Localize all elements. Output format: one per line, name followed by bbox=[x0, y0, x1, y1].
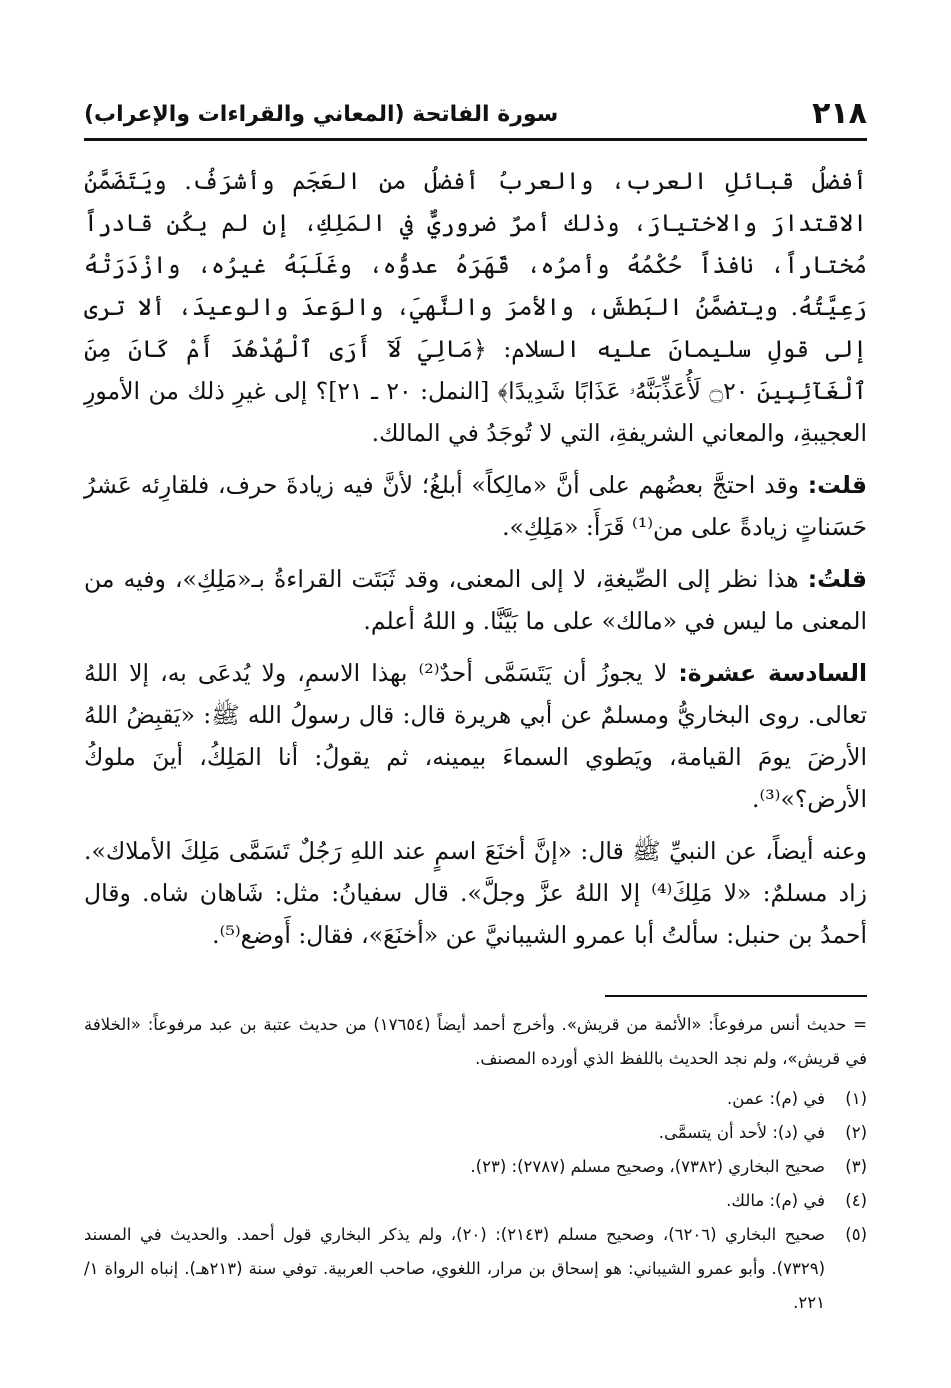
footnote-number: (٢) bbox=[845, 1123, 867, 1142]
paragraph-2-lead: قلت: bbox=[807, 471, 867, 499]
footnote-2 bbox=[84, 1116, 867, 1150]
footnote-text: صحيح البخاري (٧٣٨٢)، وصحيح مسلم (٢٧٨٧): (٢٣). bbox=[470, 1157, 825, 1176]
footnote-4 bbox=[84, 1184, 867, 1218]
footnote-number: (٥) bbox=[845, 1225, 867, 1244]
footnote-number: (١) bbox=[845, 1089, 867, 1108]
footnote-text: في (م): عمن. bbox=[727, 1089, 825, 1108]
footnote-number: (٣) bbox=[845, 1157, 867, 1176]
footnotes bbox=[84, 1008, 867, 1320]
footnote-text: في (م): مالك. bbox=[726, 1191, 825, 1210]
footnote-5 bbox=[84, 1218, 867, 1320]
footnote-continuation: = حديث أنس مرفوعاً: «الأئمة من قريش». وأخرج أحمد أيضاً (١٧٦٥٤) من حديث عتبة بن عبد مرفوعاً: «الخلافة في قريش»، ولم نجد الحديث باللفظ الذي أورده المصنف. bbox=[84, 1015, 868, 1068]
main-text bbox=[84, 160, 867, 966]
paragraph-3 bbox=[84, 558, 867, 642]
paragraph-2 bbox=[84, 464, 867, 548]
paragraph-4-text: لا يجوزُ أن يَتَسَمَّى أحدٌ⁽²⁾ بهذا الاسمِ، ولا يُدعَى به، إلا اللهُ تعالى. روى البخاريُّ ومسلمٌ عن أبي هريرة قال: قال رسولُ الله ﷺ: «يَقبِضُ اللهُ الأرضَ يومَ القيامة، ويَطوي السماءَ بيمينه، ثم يقولُ: أنا المَلِكُ، أينَ ملوكُ الأرض؟»⁽³⁾. bbox=[84, 659, 867, 813]
page-number: ٢١٨ bbox=[812, 96, 867, 131]
footnote-separator bbox=[605, 995, 867, 997]
running-title: سورة الفاتحة (المعاني والقراءات والإعراب) bbox=[84, 102, 559, 127]
footnote-3 bbox=[84, 1150, 867, 1184]
footnote-number: (٤) bbox=[845, 1191, 867, 1210]
footnote-text: في (د): لأحد أن يتسمَّى. bbox=[658, 1123, 825, 1142]
footnote-1 bbox=[84, 1082, 867, 1116]
page-header bbox=[84, 94, 867, 141]
paragraph-5: وعنه أيضاً، عن النبيِّ ﷺ قال: «إنَّ أخنَعَ اسمٍ عند اللهِ رَجُلٌ تَسَمَّى مَلِكَ الأملاك». زاد مسلمٌ: «لا مَلِكَ⁽⁴⁾ إلا اللهُ عزَّ وجلَّ». قال سفيانُ: مثل: شَاهان شاه. وقال أحمدُ بن حنبل: سألتُ أبا عمرو الشيبانيَّ عن «أخنَعَ»، فقال: أَوضع⁽⁵⁾. bbox=[84, 837, 867, 949]
paragraph-2-text: وقد احتجَّ بعضُهم على أنَّ «مالِكاً» أبلغُ؛ لأنَّ فيه زيادةَ حرف، فلقارِئه عَشرُ حَسَناتٍ زيادةً على من⁽¹⁾ قَرَأَ: «مَلِكِ». bbox=[84, 471, 867, 541]
paragraph-3-lead: قلتُ: bbox=[807, 565, 867, 593]
paragraph-4-lead: السادسة عشرة: bbox=[678, 659, 867, 687]
paragraph-4 bbox=[84, 652, 867, 820]
paragraph-1: أفضلُ قبائلِ العرب، والعربُ أفضلُ من العَجَم وأشرَفُ. ويَتَضَمَّنُ الاقتدارَ والاختيارَ، وذلك أمرٌ ضروريٌّ في المَلِكِ، إن لم يكُن قادراً مُختاراً، نافذاً حُكْمُهُ وأمرُه، قَهَرَهُ عدوُّه، وغَلَبَهُ غيرُه، وازْدَرَتْهُ رَعِيَّتُهُ. ويتضمَّنُ البَطشَ، والأمرَ والنَّهيَ، والوَعدَ والوعيدَ، ألا ترى إلى قولِ سليمانَ عليه السلام: ﴿مَالِيَ لَآ أَرَى ٱلْهُدْهُدَ أَمْ كَانَ مِنَ ٱلْغَآئِبِينَ ۝٢٠ لَأُعَذِّبَنَّهُۥ عَذَابًا شَدِيدًا﴾ [النمل: ٢٠ ـ ٢١]؟ إلى غيرِ ذلك من الأمورِ العجيبةِ، والمعاني الشريفةِ، التي لا تُوجَدُ في المالك. bbox=[84, 167, 867, 447]
footnote-text: صحيح البخاري (٦٢٠٦)، وصحيح مسلم (٢١٤٣): (٢٠)، ولم يذكر البخاري قول أحمد. والحديث في المسند (٧٣٢٩). وأبو عمرو الشيباني: هو إسحاق بن مرار، اللغوي، صاحب العربية. توفي سنة (٢١٣هـ). إنباه الرواة ١/ ٢٢١. bbox=[84, 1225, 826, 1312]
paragraph-3-text: هذا نظر إلى الصِّيغةِ، لا إلى المعنى، وقد ثَبَتَت القراءةُ بـ«مَلِكِ»، وفيه من المعنى ما ليس في «مالك» على ما بَيَّنَّا. و اللهُ أعلم. bbox=[84, 565, 867, 635]
